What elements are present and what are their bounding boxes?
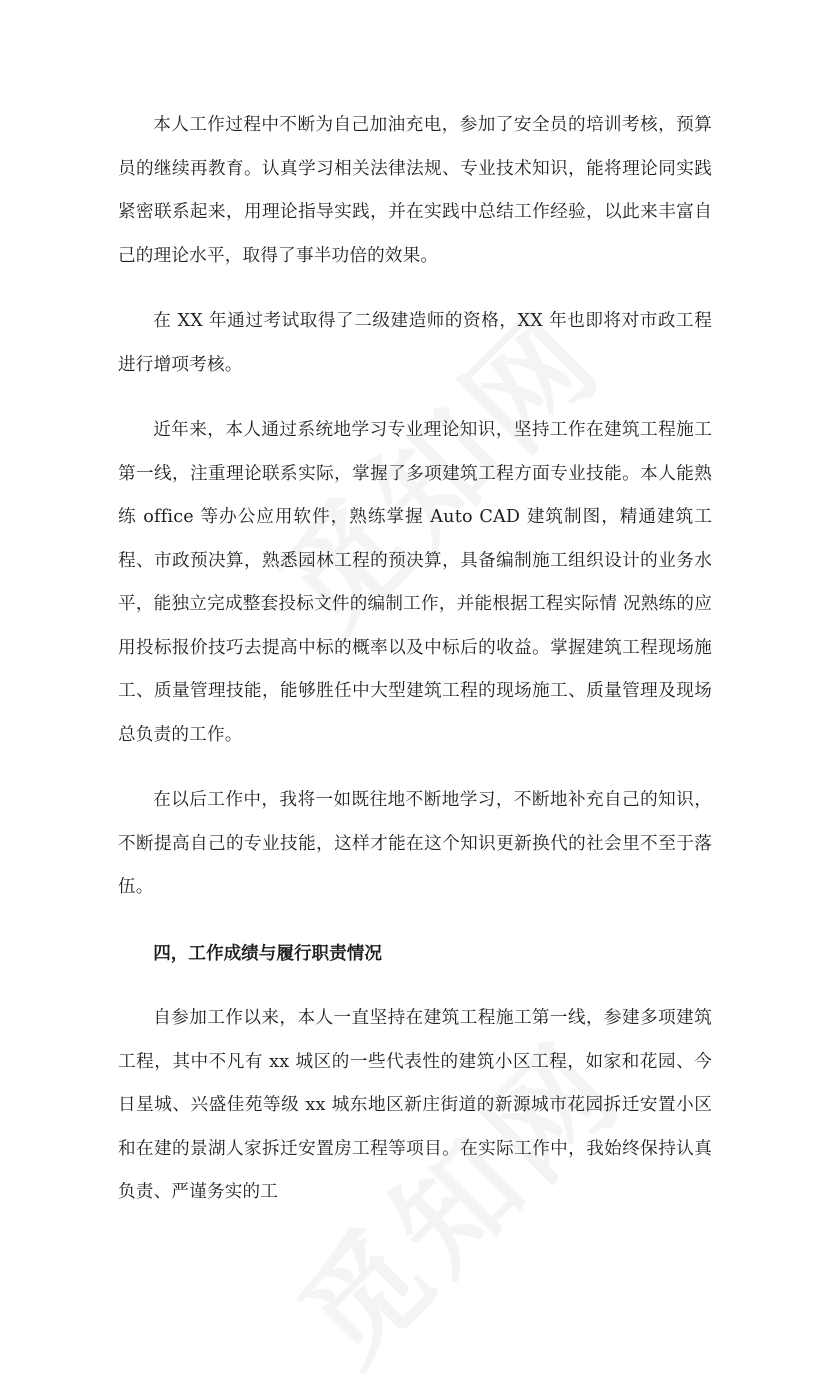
paragraph: 近年来，本人通过系统地学习专业理论知识，坚持工作在建筑工程施工第一线，注重理论联系实际，掌握了多项建筑工程方面专业技能。本人能熟练 office 等办公应用软件，熟练掌握 Auto CAD 建筑制图，精通建筑工程、市政预决算，熟悉园林工程的预决算，具备编制施工组织设计的业务水平，能独立完成整套投标文件的编制工作，并能根据工程实际情 况熟练的应用投标报价技巧去提高中标的概率以及中标后的收益。掌握建筑工程现场施工、质量管理技能，能够胜任中大型建筑工程的现场施工、质量管理及现场总负责的工作。 bbox=[118, 420, 712, 745]
paragraph: 自参加工作以来，本人一直坚持在建筑工程施工第一线，参建多项建筑工程，其中不凡有 xx 城区的一些代表性的建筑小区工程，如家和花园、今日星城、兴盛佳苑等级 xx 城东地区新庄街道的新源城市花园拆迁安置小区和在建的景湖人家拆迁安置房工程等项目。在实际工作中，我始终保持认真负责、严谨务实的工 bbox=[118, 1008, 712, 1202]
section-heading: 四，工作成绩与履行职责情况 bbox=[153, 942, 382, 964]
paragraph: 本人工作过程中不断为自己加油充电，参加了安全员的培训考核，预算员的继续再教育。认真学习相关法律法规、专业技术知识，能将理论同实践紧密联系起来，用理论指导实践，并在实践中总结工作经验，以此来丰富自己的理论水平，取得了事半功倍的效果。 bbox=[118, 115, 712, 266]
paragraph: 在 XX 年通过考试取得了二级建造师的资格，XX 年也即将对市政工程进行增项考核。 bbox=[118, 311, 712, 375]
paragraph: 在以后工作中，我将一如既往地不断地学习，不断地补充自己的知识，不断提高自己的专业技能，这样才能在这个知识更新换代的社会里不至于落伍。 bbox=[118, 790, 712, 897]
document-page bbox=[118, 104, 712, 1237]
